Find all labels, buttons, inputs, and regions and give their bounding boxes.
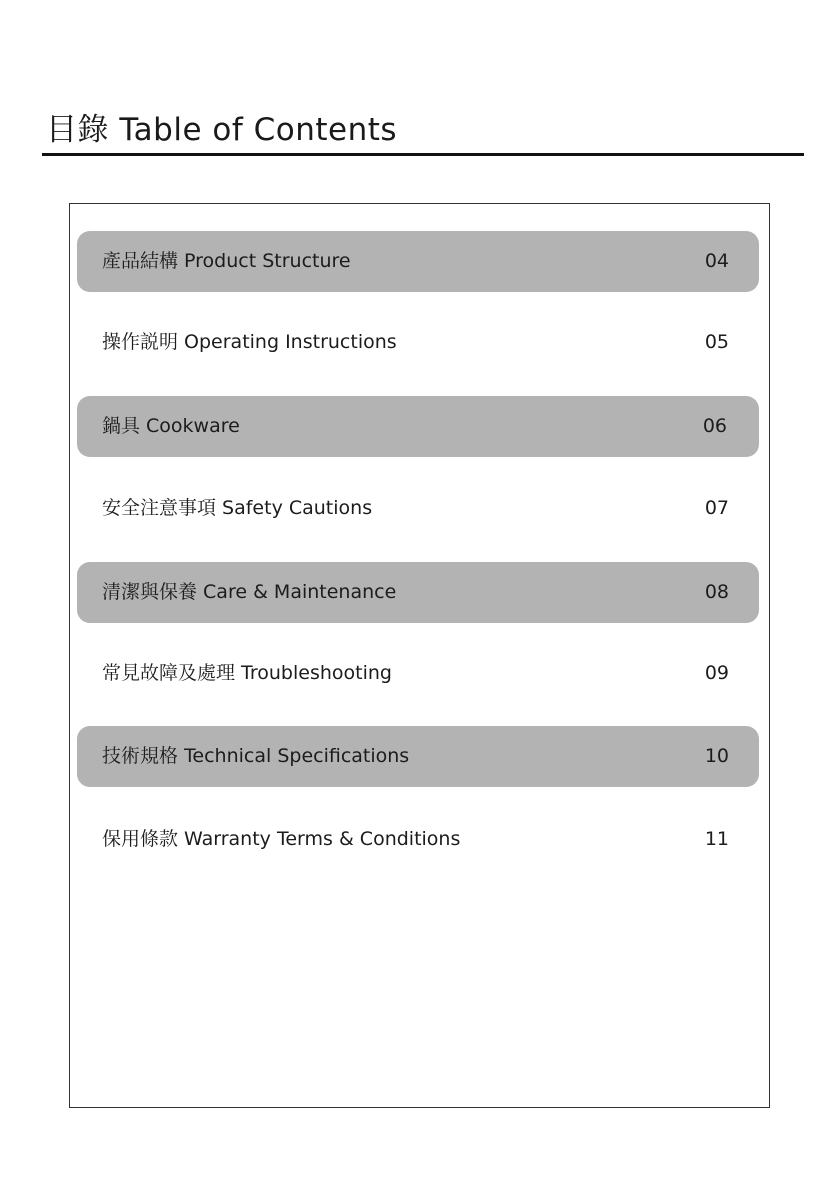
toc-entry-page-number: 08 bbox=[704, 581, 729, 603]
toc-entry-page-number: 06 bbox=[702, 415, 727, 437]
toc-entry-page-number: 05 bbox=[704, 331, 729, 353]
toc-entry-label: 產品結構 Product Structure bbox=[102, 250, 351, 272]
toc-entry-page-number: 10 bbox=[704, 745, 729, 767]
toc-entry-page-number: 11 bbox=[704, 828, 729, 850]
toc-entry-label: 技術規格 Technical Specifications bbox=[102, 745, 410, 767]
page-title: 目錄 Table of Contents bbox=[46, 112, 398, 148]
toc-entry-product-structure[interactable] bbox=[77, 231, 759, 292]
toc-entry-cookware[interactable] bbox=[77, 396, 759, 457]
toc-entry-page-number: 09 bbox=[704, 662, 729, 684]
toc-entry-label: 安全注意事項 Safety Cautions bbox=[102, 497, 373, 519]
toc-entry-label: 保用條款 Warranty Terms & Conditions bbox=[102, 828, 461, 850]
toc-entry-troubleshooting[interactable] bbox=[77, 643, 759, 704]
toc-entry-page-number: 07 bbox=[704, 497, 729, 519]
toc-entry-technical-specifications[interactable] bbox=[77, 726, 759, 787]
toc-entry-label: 操作説明 Operating Instructions bbox=[102, 331, 397, 353]
title-divider bbox=[42, 153, 804, 156]
toc-entry-care-maintenance[interactable] bbox=[77, 562, 759, 623]
toc-entry-label: 清潔與保養 Care & Maintenance bbox=[102, 581, 397, 603]
toc-entry-operating-instructions[interactable] bbox=[77, 312, 759, 373]
toc-entry-label: 鍋具 Cookware bbox=[102, 415, 240, 437]
toc-entry-warranty[interactable] bbox=[77, 809, 759, 870]
toc-entry-page-number: 04 bbox=[704, 250, 729, 272]
toc-entry-safety-cautions[interactable] bbox=[77, 478, 759, 539]
toc-entry-label: 常見故障及處理 Troubleshooting bbox=[102, 662, 392, 684]
